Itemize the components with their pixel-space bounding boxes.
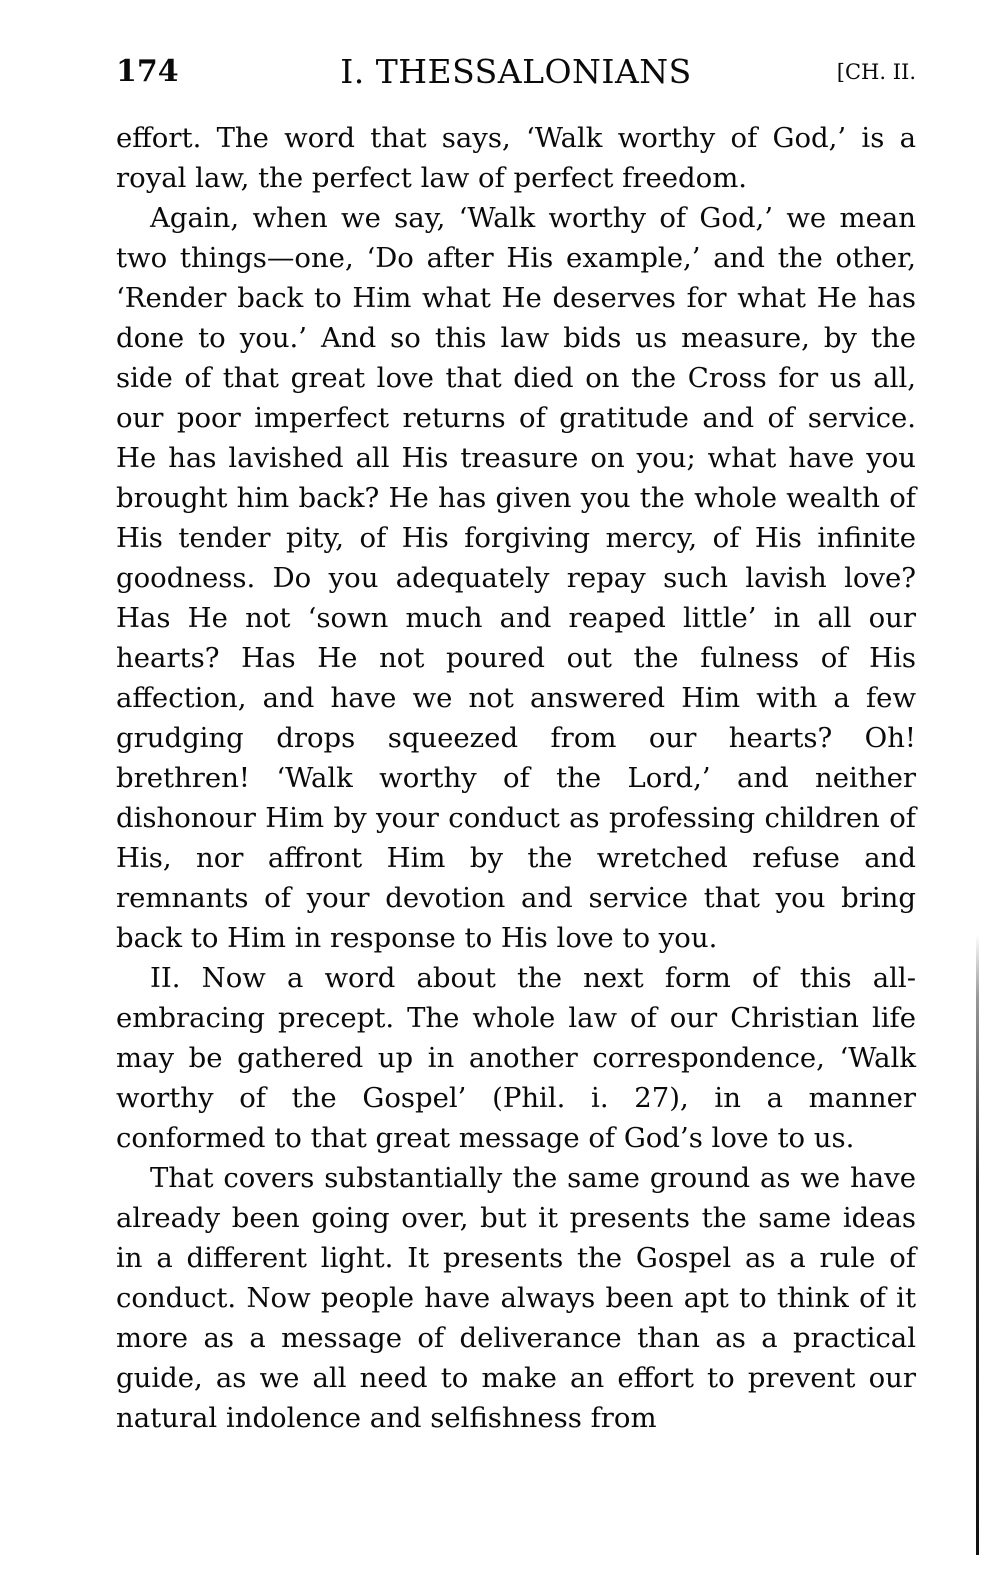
body-text	[116, 118, 916, 1438]
paragraph: II. Now a word about the next form of this all-embracing precept. The whole law of our Christian life may be gathered up in another correspondence, ‘Walk worthy of the Gospel’ (Phil. i. 27), in a manner conformed to that great message of God’s love to us.	[116, 962, 916, 1154]
book-page	[116, 0, 916, 1591]
paragraph: That covers substantially the same ground as we have already been going over, but it presents the same ideas in a different light. It presents the Gospel as a rule of conduct. Now people have always been apt to think of it more as a message of deliverance than as a practical guide, as we all need to make an effort to prevent our natural indolence and selfishness from	[116, 1162, 916, 1434]
paragraph: Again, when we say, ‘Walk worthy of God,’ we mean two things—one, ‘Do after His example,’ and the other, ‘Render back to Him what He deserves for what He has done to you.’ And so this law bids us measure, by the side of that great love that died on the Cross for us all, our poor imperfect returns of gratitude and of service. He has lavished all His treasure on you; what have you brought him back? He has given you the whole wealth of His tender pity, of His forgiving mercy, of His infinite goodness. Do you adequately repay such lavish love? Has He not ‘sown much and reaped little’ in all our hearts? Has He not poured out the fulness of His affection, and have we not answered Him with a few grudging drops squeezed from our hearts? Oh! brethren! ‘Walk worthy of the Lord,’ and neither dishonour Him by your conduct as professing children of His, nor affront Him by the wretched refuse and remnants of your devotion and service that you bring back to Him in response to His love to you.	[116, 202, 916, 954]
page-number: 174	[116, 54, 179, 89]
book-title: I. THESSALONIANS	[340, 52, 692, 91]
scan-edge-line	[976, 935, 979, 1555]
chapter-reference: [CH. II.	[836, 60, 916, 84]
running-head	[116, 50, 916, 94]
paragraph-continuation: effort. The word that says, ‘Walk worthy of God,’ is a royal law, the perfect law of perfect freedom.	[116, 122, 916, 194]
